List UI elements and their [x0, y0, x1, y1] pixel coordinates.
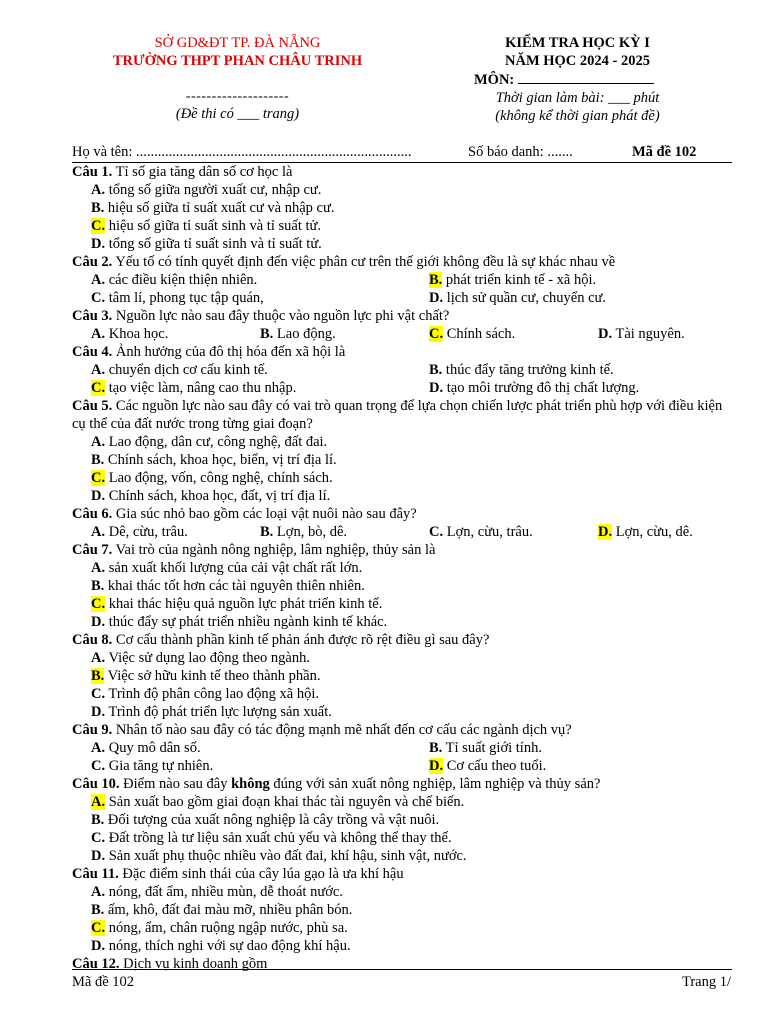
question: [72, 343, 732, 397]
answer-option: [91, 433, 327, 451]
question: [72, 541, 732, 631]
answer-option: [429, 757, 546, 775]
options-row: [72, 793, 732, 811]
option-key: D.: [598, 326, 613, 342]
question-number: Câu 4.: [72, 344, 113, 360]
option-key: D.: [429, 758, 444, 774]
answer-option: [598, 523, 693, 541]
answer-option: [429, 289, 606, 307]
option-text: Khoa học.: [108, 326, 169, 342]
option-key: D.: [429, 290, 444, 306]
answer-option: [91, 811, 439, 829]
options-row: [72, 289, 732, 307]
time-allowed: Thời gian làm bài: ___ phút: [495, 90, 660, 106]
option-key: B.: [260, 326, 274, 342]
option-text: Lao động.: [276, 326, 336, 342]
school-name: TRƯỜNG THPT PHAN CHÂU TRINH: [112, 53, 363, 69]
answer-option: [91, 523, 188, 541]
option-key: D.: [91, 614, 106, 630]
question-text: Điểm nào sau đây: [123, 776, 232, 792]
subject-line: [440, 70, 715, 89]
student-name-field: Họ và tên: ............................................................................: [72, 144, 412, 160]
question: [72, 253, 732, 307]
option-text: sản xuất khối lượng của cải vật chất rất lớn.: [108, 560, 363, 576]
candidate-number-field: Số báo danh: .......: [468, 144, 573, 160]
options-row: [72, 487, 732, 505]
option-text: Sản xuất bao gồm giai đoạn khai thác tài nguyên và chế biến.: [108, 794, 465, 810]
option-key: C.: [91, 218, 106, 234]
option-key: A.: [91, 524, 106, 540]
question-stem: [72, 955, 732, 973]
answer-option: [91, 847, 467, 865]
option-key: B.: [91, 812, 105, 828]
footer-exam-code: Mã đề 102: [72, 974, 135, 990]
question-stem: [72, 307, 732, 325]
option-key: D.: [91, 704, 106, 720]
option-text: lịch sử quần cư, chuyển cư.: [446, 290, 607, 306]
question-text: Yếu tố có tính quyết định đến việc phân cư trên thế giới không đều là sự khác nhau về: [115, 254, 616, 270]
options-row: [72, 559, 732, 577]
answer-option: [91, 595, 382, 613]
option-key: C.: [91, 830, 106, 846]
question-number: Câu 6.: [72, 506, 113, 522]
option-key: B.: [429, 272, 443, 288]
subject-label: MÔN:: [474, 72, 515, 88]
question-stem: [72, 397, 732, 433]
question-number: Câu 11.: [72, 866, 119, 882]
option-key: B.: [91, 668, 105, 684]
answer-option: [91, 559, 362, 577]
answer-option: [91, 901, 352, 919]
option-text: thúc đẩy sự phát triển nhiều ngành kinh tế khác.: [108, 614, 388, 630]
option-text: Trình độ phân công lao động xã hội.: [108, 686, 319, 702]
option-text: Chính sách, khoa học, biển, vị trí địa lí.: [107, 452, 337, 468]
question: [72, 721, 732, 775]
question-stem: [72, 541, 732, 559]
question: [72, 631, 732, 721]
question: [72, 163, 732, 253]
question-number: Câu 1.: [72, 164, 113, 180]
question-stem: [72, 775, 732, 793]
option-text: Lợn, bò, dê.: [276, 524, 348, 540]
options-row: [72, 883, 732, 901]
option-text: nóng, đất ẩm, nhiều mùn, dễ thoát nước.: [108, 884, 343, 900]
question-stem: [72, 631, 732, 649]
question-text: đúng với sản xuất nông nghiệp, lâm nghiệp và thủy sản?: [269, 776, 601, 792]
question-text: Ảnh hưởng của đô thị hóa đến xã hội là: [115, 344, 346, 360]
answer-option: [91, 199, 334, 217]
options-row: [72, 901, 732, 919]
answer-option: [91, 487, 330, 505]
question: [72, 307, 732, 343]
question-stem: [72, 343, 732, 361]
option-key: A.: [91, 740, 106, 756]
question-text: Cơ cấu thành phần kinh tế phản ánh được rõ rệt điều gì sau đây?: [115, 632, 490, 648]
option-text: Trình độ phát triển lực lượng sản xuất.: [108, 704, 332, 720]
question-stem: [72, 505, 732, 523]
answer-option: [429, 325, 515, 343]
answer-option: [598, 325, 685, 343]
option-text: Cơ cấu theo tuổi.: [446, 758, 547, 774]
question-number: Câu 10.: [72, 776, 120, 792]
option-key: B.: [91, 902, 105, 918]
question: [72, 775, 732, 865]
subject-blank: [518, 70, 654, 84]
options-row: [72, 757, 732, 775]
options-row: [72, 523, 732, 541]
options-row: [72, 595, 732, 613]
options-row: [72, 217, 732, 235]
answer-option: [429, 739, 542, 757]
option-key: C.: [429, 326, 444, 342]
option-text: tâm lí, phong tục tập quán,: [108, 290, 264, 306]
option-key: A.: [91, 560, 106, 576]
options-row: [72, 613, 732, 631]
footer-page-number: Trang 1/: [682, 974, 732, 990]
option-key: B.: [429, 740, 443, 756]
option-text: Dê, cừu, trâu.: [108, 524, 188, 540]
question: [72, 397, 732, 505]
option-key: A.: [91, 650, 106, 666]
option-text: các điều kiện thiện nhiên.: [108, 272, 258, 288]
question-text: Đặc điểm sinh thái của cây lúa gạo là ưa khí hậu: [122, 866, 404, 882]
option-key: C.: [429, 524, 444, 540]
page-count-note: (Đề thi có ___ trang): [175, 106, 300, 122]
options-row: [72, 685, 732, 703]
answer-option: [91, 217, 321, 235]
exam-code: Mã đề 102: [632, 144, 697, 160]
answer-option: [429, 379, 639, 397]
option-text: thúc đẩy tăng trưởng kinh tế.: [445, 362, 614, 378]
answer-option: [91, 685, 319, 703]
answer-option: [91, 379, 296, 397]
question-text: Các nguồn lực nào sau đây có vai trò quan trọng để lựa chọn chiến lược phát triển phù hợp với điều kiện cụ thể của đất nước trong từng giai đoạn?: [72, 398, 723, 432]
answer-option: [91, 289, 264, 307]
options-row: [72, 235, 732, 253]
option-key: C.: [91, 470, 106, 486]
option-key: B.: [91, 578, 105, 594]
question-number: Câu 8.: [72, 632, 113, 648]
option-text: nóng, thích nghi với sự dao động khí hậu.: [108, 938, 351, 954]
options-row: [72, 361, 732, 379]
question-number: Câu 9.: [72, 722, 113, 738]
answer-option: [260, 523, 347, 541]
option-text: Lợn, cừu, trâu.: [446, 524, 533, 540]
option-key: A.: [91, 182, 106, 198]
answer-option: [91, 919, 348, 937]
option-text: hiệu số giữa tỉ suất sinh và tỉ suất tử.: [108, 218, 321, 234]
option-text: Lợn, cừu, dê.: [615, 524, 693, 540]
options-row: [72, 451, 732, 469]
option-text: phát triển kinh tế - xã hội.: [445, 272, 597, 288]
options-row: [72, 703, 732, 721]
option-key: A.: [91, 326, 106, 342]
question-text-emphasis: không: [231, 776, 270, 792]
option-key: A.: [91, 434, 106, 450]
option-key: D.: [91, 848, 106, 864]
option-key: D.: [91, 488, 106, 504]
question-number: Câu 2.: [72, 254, 113, 270]
answer-option: [91, 667, 320, 685]
options-row: [72, 847, 732, 865]
options-row: [72, 577, 732, 595]
answer-option: [91, 577, 365, 595]
department-name: SỞ GD&ĐT TP. ĐÀ NẴNG: [154, 35, 321, 51]
answer-option: [91, 703, 332, 721]
option-key: C.: [91, 758, 106, 774]
option-key: D.: [429, 380, 444, 396]
option-text: hiệu số giữa tỉ suất xuất cư và nhập cư.: [107, 200, 335, 216]
question-number: Câu 5.: [72, 398, 113, 414]
question-stem: [72, 163, 732, 181]
options-row: [72, 937, 732, 955]
options-row: [72, 433, 732, 451]
option-text: chuyển dịch cơ cấu kinh tế.: [108, 362, 268, 378]
question: [72, 955, 732, 973]
answer-option: [91, 793, 464, 811]
question-number: Câu 7.: [72, 542, 113, 558]
option-text: Lao động, dân cư, công nghệ, đất đai.: [108, 434, 328, 450]
options-row: [72, 739, 732, 757]
option-text: khai thác hiệu quả nguồn lực phát triển kinh tế.: [108, 596, 383, 612]
option-key: B.: [260, 524, 274, 540]
question: [72, 865, 732, 955]
options-row: [72, 667, 732, 685]
answer-option: [91, 469, 333, 487]
question-list: [72, 163, 732, 973]
question-text: Nguồn lực nào sau đây thuộc vào nguồn lực phi vật chất?: [115, 308, 450, 324]
options-row: [72, 379, 732, 397]
option-text: Quy mô dân số.: [108, 740, 201, 756]
option-key: D.: [91, 236, 106, 252]
option-key: D.: [91, 938, 106, 954]
option-text: Gia tăng tự nhiên.: [108, 758, 214, 774]
option-text: Lao động, vốn, công nghệ, chính sách.: [108, 470, 333, 486]
answer-option: [91, 181, 321, 199]
option-key: C.: [91, 920, 106, 936]
answer-option: [91, 883, 343, 901]
options-row: [72, 811, 732, 829]
option-key: C.: [91, 596, 106, 612]
options-row: [72, 919, 732, 937]
option-text: nóng, ẩm, chân ruộng ngập nước, phù sa.: [108, 920, 348, 936]
question-text: Gia súc nhỏ bao gồm các loại vật nuôi nào sau đây?: [115, 506, 417, 522]
answer-option: [91, 829, 452, 847]
school-year: NĂM HỌC 2024 - 2025: [505, 53, 650, 69]
option-text: Tỉ suất giới tính.: [445, 740, 542, 756]
option-text: ấm, khô, đất đai màu mỡ, nhiều phân bón.: [107, 902, 353, 918]
options-row: [72, 199, 732, 217]
option-key: A.: [91, 272, 106, 288]
question-text: Tỉ số gia tăng dân số cơ học là: [115, 164, 293, 180]
exam-title: KIẾM TRA HỌC KỲ I: [505, 35, 650, 51]
question-number: Câu 12.: [72, 956, 120, 972]
options-row: [72, 181, 732, 199]
option-text: khai thác tốt hơn các tài nguyên thiên nhiên.: [107, 578, 365, 594]
question-number: Câu 3.: [72, 308, 113, 324]
option-key: D.: [598, 524, 613, 540]
question-stem: [72, 721, 732, 739]
answer-option: [91, 739, 201, 757]
option-key: A.: [91, 362, 106, 378]
option-key: B.: [91, 200, 105, 216]
question-stem: [72, 253, 732, 271]
answer-option: [91, 325, 168, 343]
option-text: Chính sách, khoa học, đất, vị trí địa lí.: [108, 488, 331, 504]
option-text: tạo môi trường đô thị chất lượng.: [446, 380, 640, 396]
student-info: [72, 143, 732, 161]
option-key: B.: [429, 362, 443, 378]
option-text: tổng số giữa người xuất cư, nhập cư.: [108, 182, 322, 198]
answer-option: [429, 523, 533, 541]
time-note: (không kể thời gian phát đề): [495, 108, 660, 124]
question-text: Dịch vụ kinh doanh gồm: [123, 956, 268, 972]
option-text: Việc sử dụng lao động theo ngành.: [108, 650, 310, 666]
answer-option: [429, 271, 596, 289]
answer-option: [429, 361, 614, 379]
option-key: C.: [91, 686, 106, 702]
option-text: Chính sách.: [446, 326, 516, 342]
answer-option: [91, 271, 257, 289]
option-key: A.: [91, 884, 106, 900]
question-text: Nhân tố nào sau đây có tác động mạnh mẽ nhất đến cơ cấu các ngành dịch vụ?: [115, 722, 572, 738]
answer-option: [91, 451, 337, 469]
header-left: [100, 34, 375, 123]
answer-option: [91, 235, 322, 253]
question: [72, 505, 732, 541]
options-row: [72, 469, 732, 487]
options-row: [72, 325, 732, 343]
option-key: B.: [91, 452, 105, 468]
answer-option: [91, 361, 268, 379]
option-text: tổng số giữa tỉ suất sinh và tỉ suất tử.: [108, 236, 322, 252]
footer-rule: [72, 969, 732, 970]
question-text: Vai trò của ngành nông nghiệp, lâm nghiệp, thủy sản là: [115, 542, 436, 558]
question-stem: [72, 865, 732, 883]
option-text: tạo việc làm, nâng cao thu nhập.: [108, 380, 297, 396]
option-text: Sản xuất phụ thuộc nhiều vào đất đai, khí hậu, sinh vật, nước.: [108, 848, 467, 864]
options-row: [72, 829, 732, 847]
options-row: [72, 649, 732, 667]
separator-dashes: --------------------: [185, 89, 290, 104]
option-key: C.: [91, 380, 106, 396]
answer-option: [91, 649, 310, 667]
option-text: Việc sở hữu kinh tế theo thành phần.: [107, 668, 321, 684]
answer-option: [91, 757, 213, 775]
answer-option: [91, 613, 387, 631]
answer-option: [91, 937, 351, 955]
option-key: A.: [91, 794, 106, 810]
option-text: Đất trồng là tư liệu sản xuất chủ yếu và không thể thay thế.: [108, 830, 452, 846]
option-key: C.: [91, 290, 106, 306]
answer-option: [260, 325, 336, 343]
options-row: [72, 271, 732, 289]
header-right: [440, 34, 715, 125]
option-text: Đối tượng của xuất nông nghiệp là cây trồng và vật nuôi.: [107, 812, 440, 828]
option-text: Tài nguyên.: [615, 326, 685, 342]
